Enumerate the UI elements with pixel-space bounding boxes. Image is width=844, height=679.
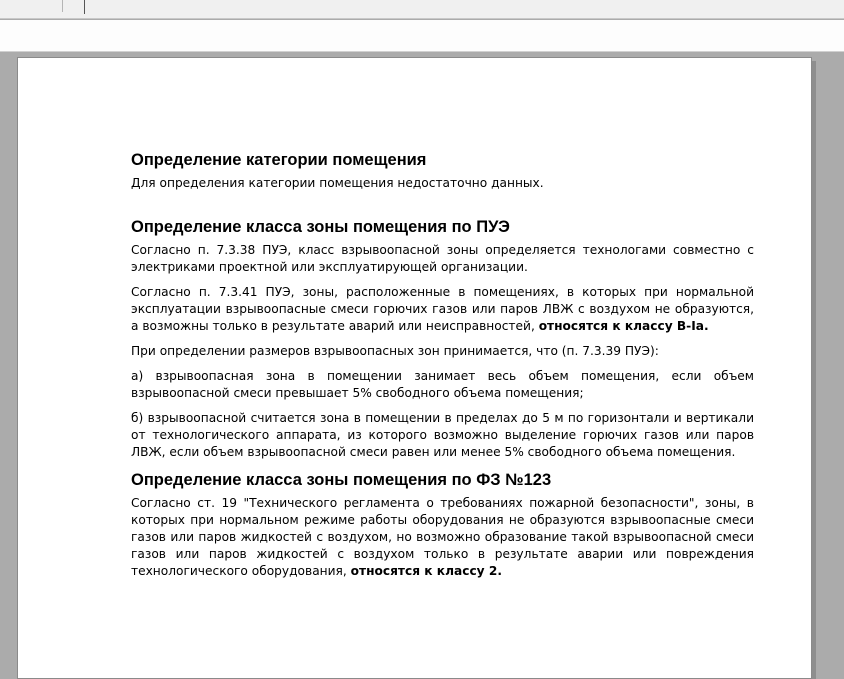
paragraph-pue-1: Согласно п. 7.3.38 ПУЭ, класс взрывоопасной зоны определяется технологами совместно с электриками проектной или эксплуатирующей организации. — [131, 243, 754, 274]
horizontal-ruler — [0, 20, 844, 52]
document-page — [17, 57, 812, 679]
toolbar — [0, 0, 844, 19]
toolbar-separator — [0, 0, 63, 12]
section-title-fz123: Определение класса зоны помещения по ФЗ №123 — [131, 471, 552, 489]
document-content — [131, 150, 754, 580]
toolbar-separator — [84, 0, 85, 14]
paragraph-fz123: Согласно ст. 19 "Технического регламента о требованиях пожарной безопасности", зоны, в которых при нормальном режиме работы оборудования не образуются взрывоопасные смеси газов или паров жидкостей с воздухом, но возможно образование такой взрывоопасной смеси газов или паров жидкостей с воздухом только в результате аварии или повреждения технологического оборудования, относятся к классу 2. — [131, 496, 754, 578]
section-title-category: Определение категории помещения — [131, 151, 427, 169]
paragraph-pue-5: б) взрывоопасной считается зона в помещении в пределах до 5 м по горизонтали и вертикали от технологического аппарата, из которого возможно выделение горючих газов или паров ЛВЖ, если объем взрывоопасной смеси равен или менее 5% свободного объема помещения. — [131, 411, 754, 459]
paragraph-pue-4: а) взрывоопасная зона в помещении занимает весь объем помещения, если объем взрывоопасной смеси превышает 5% свободного объема помещения; — [131, 369, 754, 400]
paragraph-category: Для определения категории помещения недостаточно данных. — [131, 176, 544, 190]
section-title-pue: Определение класса зоны помещения по ПУЭ — [131, 218, 510, 236]
bold-class-conclusion: относятся к классу 2. — [350, 564, 502, 578]
paragraph-pue-2: Согласно п. 7.3.41 ПУЭ, зоны, расположенные в помещениях, в которых при нормальной эксплуатации взрывоопасные смеси горючих газов или паров ЛВЖ с воздухом не образуются, а возможны только в результате аварий или неисправностей, относятся к классу В-Iа. — [131, 285, 754, 333]
bold-class-conclusion: относятся к классу В-Iа. — [538, 319, 709, 333]
paragraph-pue-3: При определении размеров взрывоопасных зон принимается, что (п. 7.3.39 ПУЭ): — [131, 344, 659, 358]
